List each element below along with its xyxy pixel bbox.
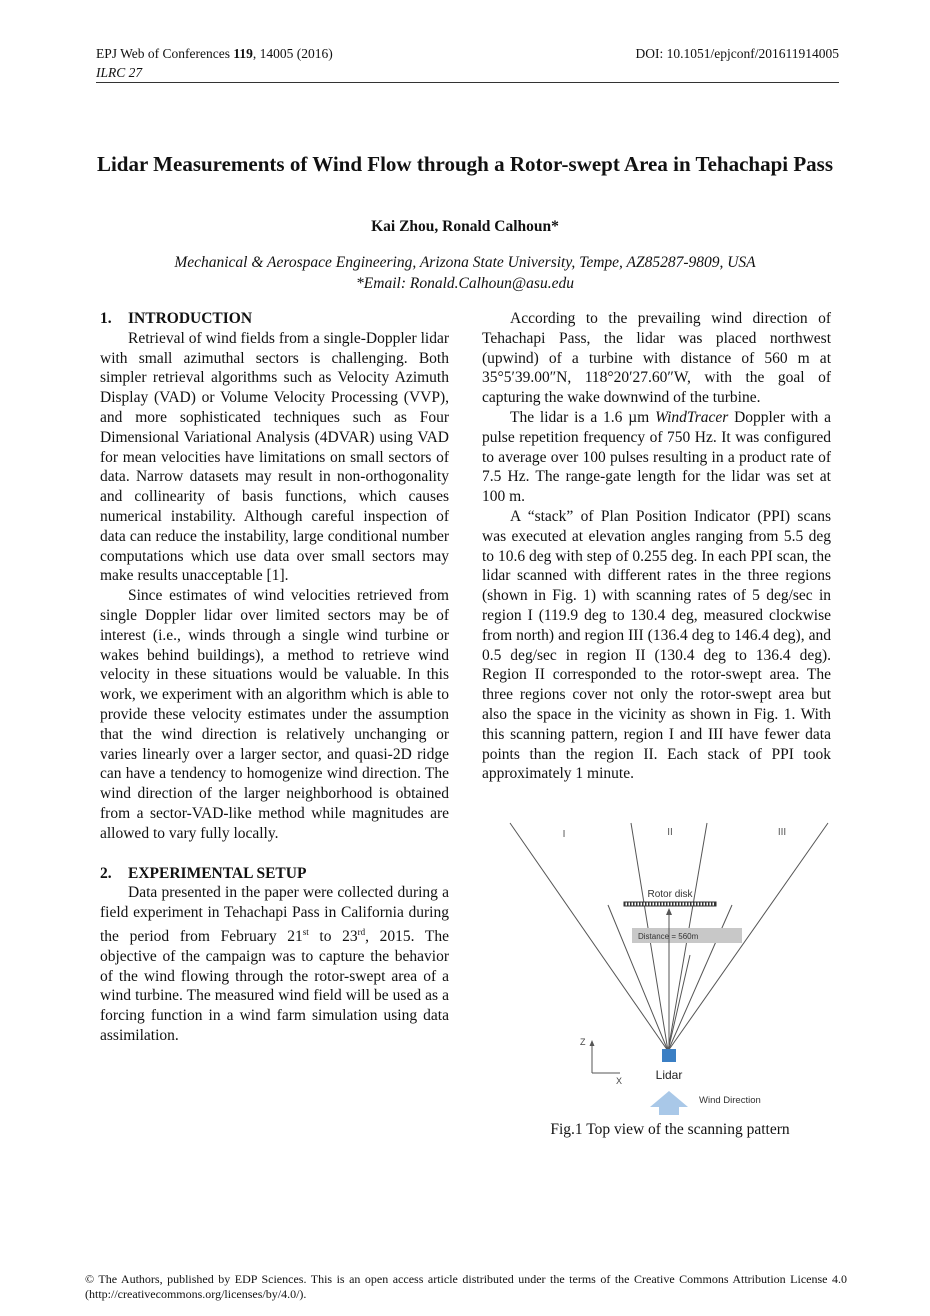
region-label-iii: III <box>777 827 787 838</box>
superscript: st <box>302 926 309 937</box>
beam-line <box>668 905 732 1051</box>
lidar-text: The lidar is a 1.6 µm <box>510 408 656 426</box>
section-title: INTRODUCTION <box>128 310 253 327</box>
wind-direction-icon <box>650 1091 688 1115</box>
journal-citation <box>96 44 333 64</box>
right-paragraph-2 <box>482 408 831 507</box>
license-footer: © The Authors, published by EDP Sciences. This is an open access article distributed under the terms of the Creative Commons Attribution License 4.0 (http://creativecommons.org/licenses/by/4.0/). <box>85 1272 847 1301</box>
distance-label: Distance = 560m <box>638 932 699 941</box>
affiliation: Mechanical & Aerospace Engineering, Arizona State University, Tempe, AZ85287-9809, USA <box>174 254 756 271</box>
setup-text: , 2015. The objective of the campaign was to capture the behavior of the wind flowing through the rotor-swept area of a wind turbine. The measured wind field will be used as a forcing function in a wind farm simulation using data assimilation. <box>100 928 449 1045</box>
z-axis-arrowhead <box>590 1040 595 1046</box>
authors: Kai Zhou, Ronald Calhoun* <box>371 218 559 235</box>
paper-title: Lidar Measurements of Wind Flow through a Rotor-swept Area in Tehachapi Pass <box>96 152 834 176</box>
axis-x-label: X <box>616 1076 623 1086</box>
lidar-model: WindTracer <box>655 408 729 426</box>
axis-z-label: Z <box>580 1037 586 1047</box>
left-column <box>100 309 449 1046</box>
wind-direction-label: Wind Direction <box>699 1095 761 1106</box>
section-title: EXPERIMENTAL SETUP <box>128 864 307 882</box>
affiliation-block <box>0 252 930 294</box>
lidar-icon <box>662 1049 676 1062</box>
region-label-ii: II <box>667 827 673 838</box>
superscript: rd <box>357 926 366 937</box>
intro-paragraph-2: Since estimates of wind velocities retrieved from single Doppler lidar over limited sectors may be of interest (i.e., winds through a single wind turbine or wakes behind buildings), a method to retrieve wind velocity in these situations would be valuable. In this work, we experiment with an algorithm which is able to provide these velocity estimates under the assumption that the wind direction is relatively unchanging or varies linearly over a larger sector, and quasi-2D ridge can have a tendency to homogenize wind direction. The wind direction of the larger neighborhood is obtained from a sector-VAD-like method while magnitudes are allowed to vary fully locally. <box>100 587 449 842</box>
setup-text: Data presented in the paper were collected during a field experiment in Tehachapi Pass in California during the period from February 21 <box>100 884 449 946</box>
journal-name: EPJ Web of Conferences <box>96 46 234 61</box>
right-paragraph-3: A “stack” of Plan Position Indicator (PPI) scans was executed at elevation angles ranging from 5.5 deg to 10.6 deg with step of 0.255 deg. In each PPI scan, the lidar scanned with different rates in the three regions (shown in Fig. 1) with scanning rates of 5 deg/sec in region I (119.9 deg to 130.4 deg, measured clockwise from north) and region III (136.4 deg to 146.4 deg), and 0.5 deg/sec in region II (130.4 deg to 136.4 deg). Region II corresponded to the rotor-swept area. The three regions cover not only the rotor-swept area but also the space in the vicinity as shown in Fig. 1. With this scanning pattern, region I and III have fewer data points than the region II. Each stack of PPI took approximately 1 minute. <box>482 507 831 783</box>
region-label-i: I <box>562 829 566 840</box>
journal-article: , 14005 (2016) <box>252 46 333 61</box>
lidar-label: Lidar <box>655 1068 683 1082</box>
header-rule <box>96 82 839 83</box>
distance-arrowhead <box>666 908 672 915</box>
section-number: 1. <box>100 310 112 327</box>
lidar-text: Doppler with a pulse repetition frequency of 750 Hz. It was configured to average over 100 pulses resulting in a product rate of 7.5 Hz. The range-gate length for the lidar was set at 100 m. <box>482 408 831 506</box>
intro-paragraph-1: Retrieval of wind fields from a single-Doppler lidar with small azimuthal sectors is challenging. Both simpler retrieval algorithms such as Velocity Azimuth Display (VAD) or Volume Velocity Processing (VVP), and more sophisticated techniques such as Four Dimensional Variational Analysis (4DVAR) using VAD for mean velocities have limitations on small sectors of data. Narrow datasets may result in non-orthogonality and collinearity of basis functions, which causes numerical instability. Although careful inspection of data can reduce the instability, large conditional number computations which use data over small sectors may make results unacceptable [1]. <box>100 329 449 585</box>
journal-volume: 119 <box>233 46 253 61</box>
scanning-pattern-figure <box>500 815 840 1115</box>
beam-line <box>668 955 690 1051</box>
section-number: 2. <box>100 864 112 882</box>
doi[interactable]: DOI: 10.1051/epjconf/201611914005 <box>635 46 839 61</box>
email[interactable]: *Email: Ronald.Calhoun@asu.edu <box>356 275 574 292</box>
right-column <box>482 309 831 784</box>
setup-text: to 23 <box>308 928 358 946</box>
conference-name: ILRC 27 <box>96 65 143 80</box>
figure-caption: Fig.1 Top view of the scanning pattern <box>550 1121 790 1138</box>
section-heading-introduction <box>100 309 449 329</box>
right-paragraph-1: According to the prevailing wind direction of Tehachapi Pass, the lidar was placed northwest (upwind) of a turbine with distance of 560 m at 35°5′39.00″N, 118°20′27.60″W, with the goal of capturing the wake downwind of the turbine. <box>482 310 831 407</box>
section-heading-experimental-setup <box>100 864 449 884</box>
setup-paragraph-1 <box>100 883 449 1046</box>
rotor-disk-label: Rotor disk <box>647 889 693 900</box>
